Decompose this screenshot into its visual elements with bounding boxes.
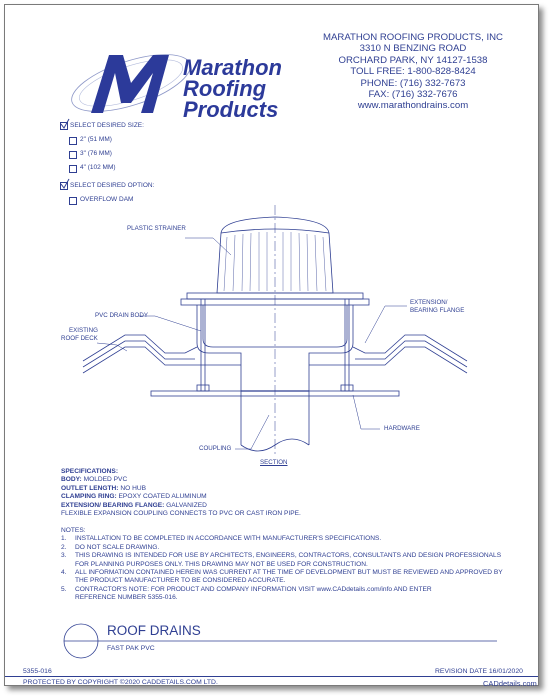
- copyright: PROTECTED BY COPYRIGHT ©2020 CADDETAILS.COM LTD.: [23, 679, 218, 686]
- company-name: MARATHON ROOFING PRODUCTS, INC: [323, 32, 503, 43]
- size-option-3: 3" (76 MM): [80, 150, 112, 157]
- spec-ext-value: GALVANIZED: [166, 501, 207, 509]
- brand[interactable]: CADdetails.com: [483, 679, 537, 688]
- size-option-2: 2" (51 MM): [80, 136, 112, 143]
- title-sub: FAST PAK PVC: [107, 645, 155, 652]
- size-checkbox-4[interactable]: [69, 165, 77, 173]
- notes-heading: NOTES:: [61, 527, 86, 534]
- specifications: [61, 468, 521, 518]
- note-1: INSTALLATION TO BE COMPLETED IN ACCORDANCE WITH MANUFACTURER'S SPECIFICATIONS.: [75, 535, 382, 543]
- note-3a: THIS DRAWING IS INTENDED FOR USE BY ARCHITECTS, ENGINEERS, CONTRACTORS, CONSULTANTS AND DESIGN PROFESSIONALS: [75, 552, 502, 560]
- company-fax: FAX: (716) 332-7676: [368, 89, 458, 101]
- spec-flex: FLEXIBLE EXPANSION COUPLING CONNECTS TO PVC OR CAST IRON PIPE.: [61, 510, 301, 518]
- company-website[interactable]: www.marathondrains.com: [357, 100, 469, 112]
- logo-line1: Marathon: [183, 55, 282, 80]
- size-heading-label: SELECT DESIRED SIZE:: [70, 122, 144, 129]
- label-hardware: HARDWARE: [384, 425, 420, 432]
- spec-body-label: BODY:: [61, 476, 82, 484]
- note-2: DO NOT SCALE DRAWING.: [75, 543, 160, 551]
- spec-clamp-label: CLAMPING RING:: [61, 493, 117, 501]
- company-address2: ORCHARD PARK, NY 14127-1538: [338, 54, 488, 66]
- label-plastic-strainer: PLASTIC STRAINER: [127, 225, 186, 232]
- label-section: SECTION: [260, 459, 288, 466]
- label-coupling: COUPLING: [199, 445, 232, 452]
- company-info: [297, 32, 529, 112]
- checkmark-icon: [60, 118, 70, 129]
- spec-outlet-value: NO HUB: [120, 484, 147, 492]
- checkmark-icon: [60, 178, 70, 189]
- title-block: [61, 621, 501, 661]
- spec-heading: SPECIFICATIONS:: [61, 468, 119, 475]
- company-address1: 3310 N BENZING ROAD: [359, 43, 467, 55]
- label-extension: EXTENSION/: [410, 299, 448, 306]
- note-3b: FOR PLANNING PURPOSES ONLY. THIS DRAWING MAY NOT BE USED FOR CONSTRUCTION.: [75, 560, 368, 568]
- logo-line3: Products: [183, 97, 279, 122]
- company-phone: PHONE: (716) 332-7673: [360, 77, 466, 89]
- logo-swoosh-icon: [61, 45, 301, 125]
- logo-line2: Roofing: [183, 76, 267, 101]
- reference-number: 5355-016: [23, 668, 52, 675]
- notes: NOTES: 1. INSTALLATION TO BE COMPLETED IN ACCORDANCE WITH MANUFACTURER'S SPECIFICATIONS. 2. DO NOT SCALE DRAWING. 3. THIS DRAWING IS INTENDED FOR USE BY ARCHITECTS, ENGINEERS, CONTRACTORS, CONSULTANTS AND DESIGN PROFESSIONALS FOR PLANNING PURPOSES ONLY. THIS DRAWING MAY NOT BE USED FOR CONSTRUCTION. 4. ALL INFORMATION CONTAINED HEREIN WAS CURRENT AT THE TIME OF DEVELOPMENT BUT MUST BE REVIEWED AND APPROVED BY THE PRODUCT MANUFACTURER TO BE CONSIDERED ACCURATE. 5. CONTRACTOR'S NOTE: FOR PRODUCT AND COMPANY INFORMATION VISIT www.CADdetails.com/info AND ENTER REFERENCE NUMBER 5355-016.: [61, 527, 503, 602]
- size-checkbox-3[interactable]: [69, 151, 77, 159]
- revision-date: REVISION DATE 16/01/2020: [435, 668, 523, 675]
- title-main: ROOF DRAINS: [107, 623, 201, 638]
- label-pvc-drain-body: PVC DRAIN BODY: [95, 312, 148, 319]
- overflow-dam-option: OVERFLOW DAM: [80, 196, 134, 203]
- label-bearing-flange: BEARING FLANGE: [410, 307, 465, 314]
- note-5b: REFERENCE NUMBER 5355-016.: [75, 594, 178, 602]
- note-4b: THE PRODUCT MANUFACTURER TO BE CONSIDERED ACCURATE.: [75, 577, 286, 585]
- size-option-4: 4" (102 MM): [80, 164, 116, 171]
- label-existing: EXISTING: [69, 327, 98, 334]
- option-heading-label: SELECT DESIRED OPTION:: [70, 182, 155, 189]
- note-5a: CONTRACTOR'S NOTE: FOR PRODUCT AND COMPANY INFORMATION VISIT www.CADdetails.com/info AND ENTER: [75, 585, 432, 593]
- label-roof-deck: ROOF DECK: [61, 335, 98, 342]
- size-checkbox-2[interactable]: [69, 137, 77, 145]
- spec-body-value: MOLDED PVC: [83, 476, 128, 484]
- spec-clamp-value: EPOXY COATED ALUMINUM: [118, 493, 207, 501]
- company-toll-free: TOLL FREE: 1-800-828-8424: [350, 66, 476, 78]
- drawing-sheet: [4, 4, 539, 686]
- spec-ext-label: EXTENSION/ BEARING FLANGE:: [61, 501, 165, 509]
- note-4a: ALL INFORMATION CONTAINED HEREIN WAS CURRENT AT THE TIME OF DEVELOPMENT BUT MUST BE REVIEWED AND APPROVED BY: [75, 569, 503, 577]
- company-logo: [61, 45, 301, 125]
- spec-outlet-label: OUTLET LENGTH:: [61, 484, 119, 492]
